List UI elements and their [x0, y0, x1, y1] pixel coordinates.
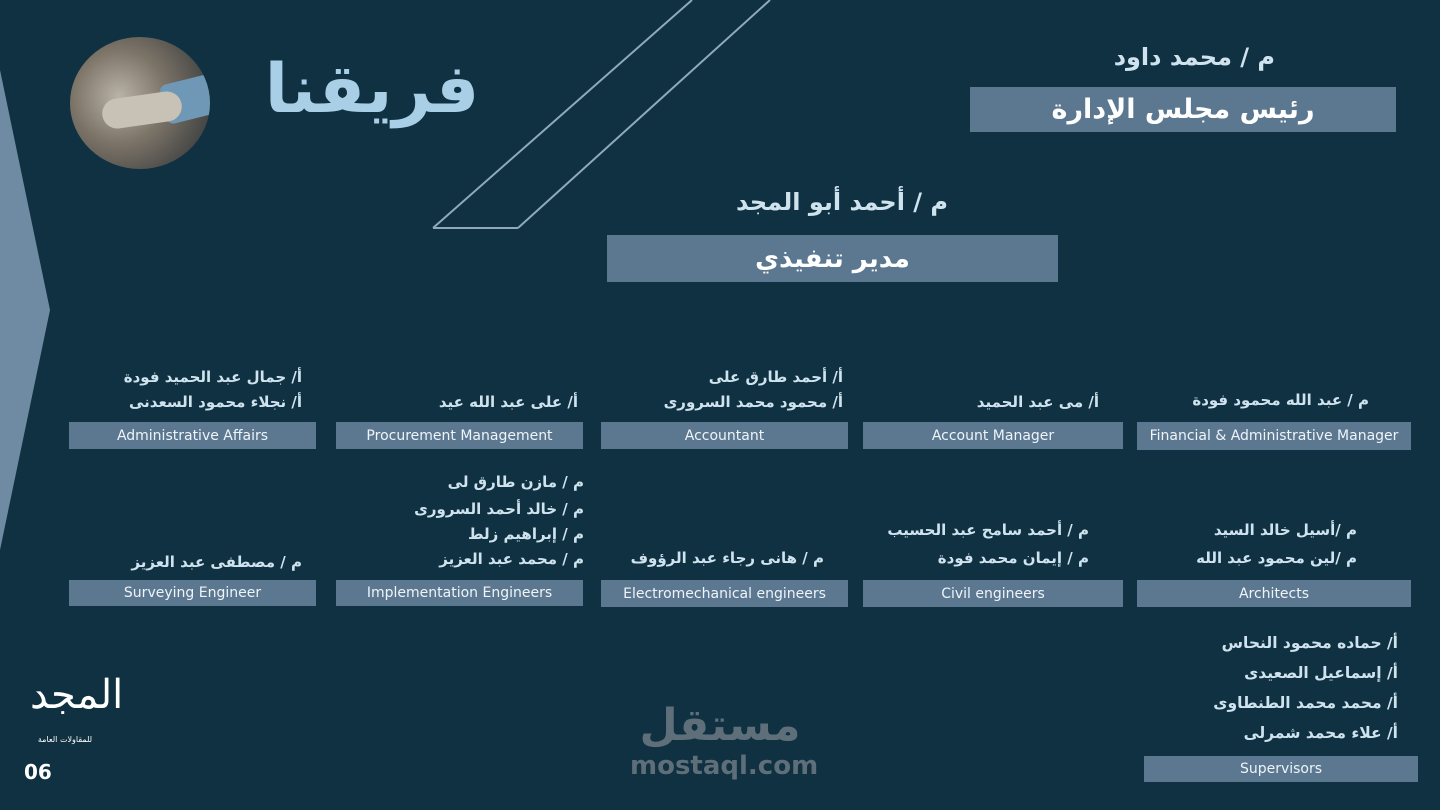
electromechanical-label: Electromechanical engineers — [601, 580, 848, 607]
member-name: أ/ محمود محمد السرورى — [663, 393, 843, 411]
surveying-names — [70, 550, 302, 575]
page-number: 06 — [24, 760, 52, 784]
page-title: فريقنا — [264, 50, 480, 129]
accountant-names — [601, 365, 843, 415]
supervisors-label: Supervisors — [1144, 756, 1418, 782]
member-name: م / مازن طارق لى — [447, 473, 584, 491]
member-name: أ/ محمد محمد الطنطاوى — [1213, 694, 1398, 712]
member-name: م / مصطفى عبد العزيز — [131, 553, 302, 571]
left-arrow-shape — [0, 70, 50, 550]
surveying-label: Surveying Engineer — [69, 580, 316, 606]
civil-names — [863, 514, 1089, 571]
board-chair-role: رئيس مجلس الإدارة — [970, 87, 1396, 132]
administrative-affairs-label: Administrative Affairs — [69, 422, 316, 449]
member-name: م / إيمان محمد فودة — [937, 549, 1089, 567]
member-name: أ/ حماده محمود النحاس — [1221, 634, 1398, 652]
member-name: أ/ على عبد الله عيد — [438, 393, 578, 411]
member-name: م / خالد أحمد السرورى — [414, 500, 584, 518]
member-name: أ/ جمال عبد الحميد فودة — [123, 368, 302, 386]
watermark-url: mostaql.com — [630, 751, 819, 781]
member-name: أ/ مى عبد الحميد — [976, 393, 1099, 411]
member-name: أ/ نجلاء محمود السعدنى — [128, 393, 302, 411]
implementation-names — [336, 467, 584, 572]
photo-handshake — [100, 90, 183, 131]
team-photo — [70, 37, 210, 169]
mostaql-watermark — [630, 700, 819, 781]
logo-subtitle: للمقاولات العامة — [37, 735, 93, 744]
electromechanical-names — [601, 546, 824, 571]
procurement-label: Procurement Management — [336, 422, 583, 449]
accountant-label: Accountant — [601, 422, 848, 449]
member-name: م / عبد الله محمود فودة — [1192, 391, 1369, 409]
member-name: م / أحمد سامح عبد الحسيب — [887, 521, 1089, 539]
executive-role: مدير تنفيذي — [607, 235, 1058, 282]
member-name: م / محمد عبد العزيز — [439, 550, 584, 568]
company-logo — [30, 655, 124, 750]
member-name: أ/ إسماعيل الصعيدى — [1244, 664, 1398, 682]
procurement-names — [336, 390, 578, 415]
member-name: م /أسيل خالد السيد — [1213, 521, 1357, 539]
watermark-arabic: مستقل — [639, 700, 801, 751]
financial-manager-label: Financial & Administrative Manager — [1137, 422, 1411, 450]
member-name: أ/ علاء محمد شمرلى — [1243, 724, 1398, 742]
supervisors-names — [1150, 628, 1398, 748]
logo-calligraphy: المجد — [30, 672, 124, 718]
member-name: م / إبراهيم زلط — [467, 525, 584, 543]
board-chair-name: م / محمد داود — [1113, 43, 1275, 71]
civil-label: Civil engineers — [863, 580, 1123, 607]
executive-name: م / أحمد أبو المجد — [735, 188, 948, 216]
architects-label: Architects — [1137, 580, 1411, 607]
financial-manager-names — [1137, 388, 1369, 413]
administrative-affairs-names — [70, 365, 302, 415]
architects-names — [1137, 514, 1357, 571]
account-manager-names — [863, 390, 1099, 415]
member-name: م /لين محمود عبد الله — [1196, 549, 1357, 567]
implementation-label: Implementation Engineers — [336, 580, 583, 606]
member-name: م / هانى رجاء عبد الرؤوف — [630, 549, 824, 567]
member-name: أ/ أحمد طارق على — [708, 368, 843, 386]
account-manager-label: Account Manager — [863, 422, 1123, 449]
